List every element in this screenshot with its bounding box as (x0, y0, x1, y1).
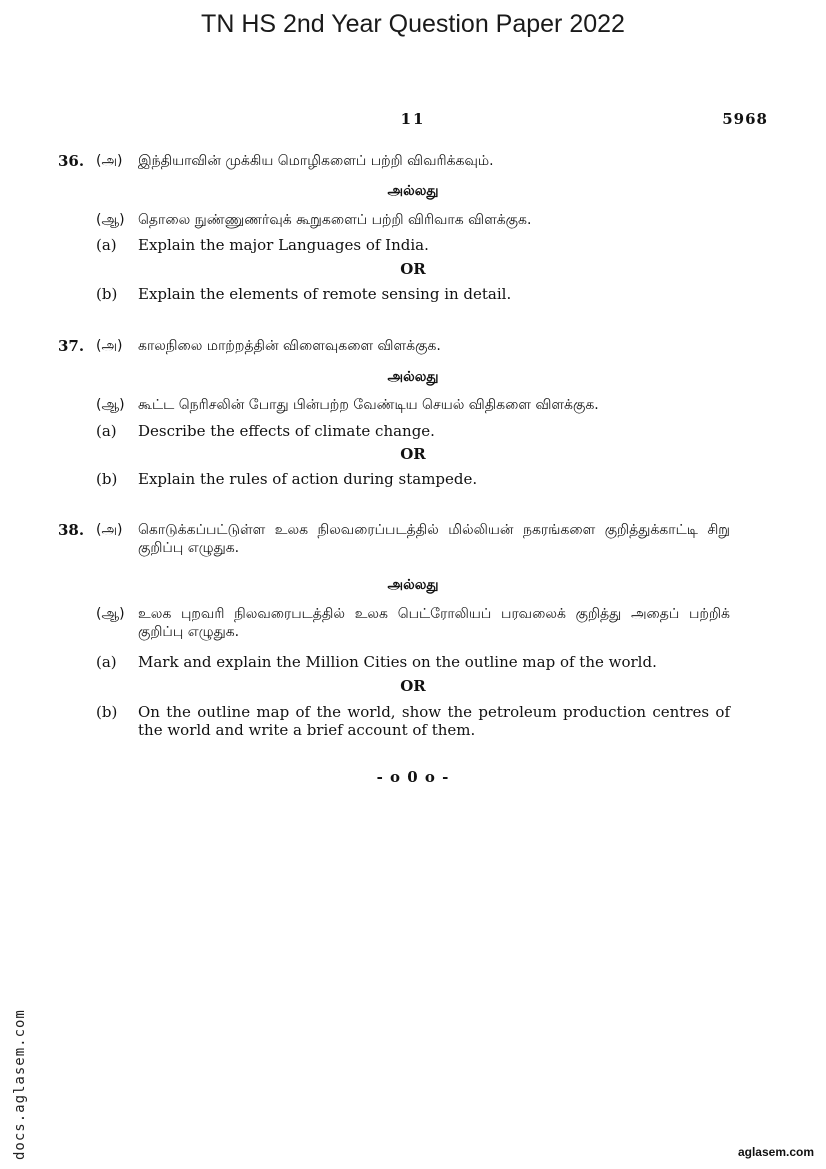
paper-code: 5968 (722, 110, 768, 128)
tamil-b-text: கூட்ட நெரிசலின் போது பின்பற்ற வேண்டிய செயல் விதிகளை விளக்குக. (138, 397, 599, 413)
eng-a-text: Mark and explain the Million Cities on the outline map of the world. (138, 653, 657, 671)
page-number: 11 (400, 110, 426, 128)
tamil-a-text: கொடுக்கப்பட்டுள்ள உலக நிலவரைப்படத்தில் மில்லியன் நகரங்களை குறித்துக்காட்டி சிறு குறிப்பு எழுதுக. (138, 522, 730, 556)
eng-b-label: (b) (96, 703, 118, 721)
eng-a-text: Describe the effects of climate change. (138, 422, 435, 440)
tamil-b-text: உலக புறவரி நிலவரைபடத்தில் உலக பெட்ரோலியப் பரவலைக் குறித்து அதைப் பற்றிக் குறிப்பு எழுதுக. (138, 606, 730, 640)
question-number: 38. (58, 521, 85, 539)
tamil-a-label: (அ) (96, 522, 123, 538)
eng-or: OR (400, 260, 426, 278)
tamil-b-label: (ஆ) (96, 212, 125, 228)
eng-a-text: Explain the major Languages of India. (138, 236, 429, 254)
tamil-b-text: தொலை நுண்ணுணர்வுக் கூறுகளைப் பற்றி விரிவாக விளக்குக. (138, 212, 532, 228)
eng-a-label: (a) (96, 653, 117, 671)
eng-b-text: Explain the elements of remote sensing in detail. (138, 285, 512, 303)
eng-a-label: (a) (96, 422, 117, 440)
question-number: 37. (58, 337, 85, 355)
eng-a-label: (a) (96, 236, 117, 254)
tamil-or: அல்லது (387, 577, 439, 593)
end-mark: - o 0 o - (376, 768, 450, 786)
tamil-a-text: காலநிலை மாற்றத்தின் விளைவுகளை விளக்குக. (138, 338, 441, 354)
question-number: 36. (58, 152, 85, 170)
tamil-b-label: (ஆ) (96, 606, 125, 622)
footer-brand: aglasem.com (737, 1145, 814, 1159)
tamil-b-label: (ஆ) (96, 397, 125, 413)
eng-b-text: On the outline map of the world, show the petroleum production centres of the world and write a brief account of them. (138, 703, 730, 739)
tamil-a-label: (அ) (96, 338, 123, 354)
page-banner: TN HS 2nd Year Question Paper 2022 (201, 10, 625, 38)
eng-or: OR (400, 445, 426, 463)
eng-b-label: (b) (96, 285, 118, 303)
eng-b-text: Explain the rules of action during stampede. (138, 470, 478, 488)
side-watermark: docs.aglasem.com (12, 1009, 28, 1160)
eng-or: OR (400, 677, 426, 695)
tamil-or: அல்லது (387, 183, 439, 199)
tamil-a-text: இந்தியாவின் முக்கிய மொழிகளைப் பற்றி விவரிக்கவும். (138, 153, 494, 169)
tamil-or: அல்லது (387, 369, 439, 385)
eng-b-label: (b) (96, 470, 118, 488)
tamil-a-label: (அ) (96, 153, 123, 169)
